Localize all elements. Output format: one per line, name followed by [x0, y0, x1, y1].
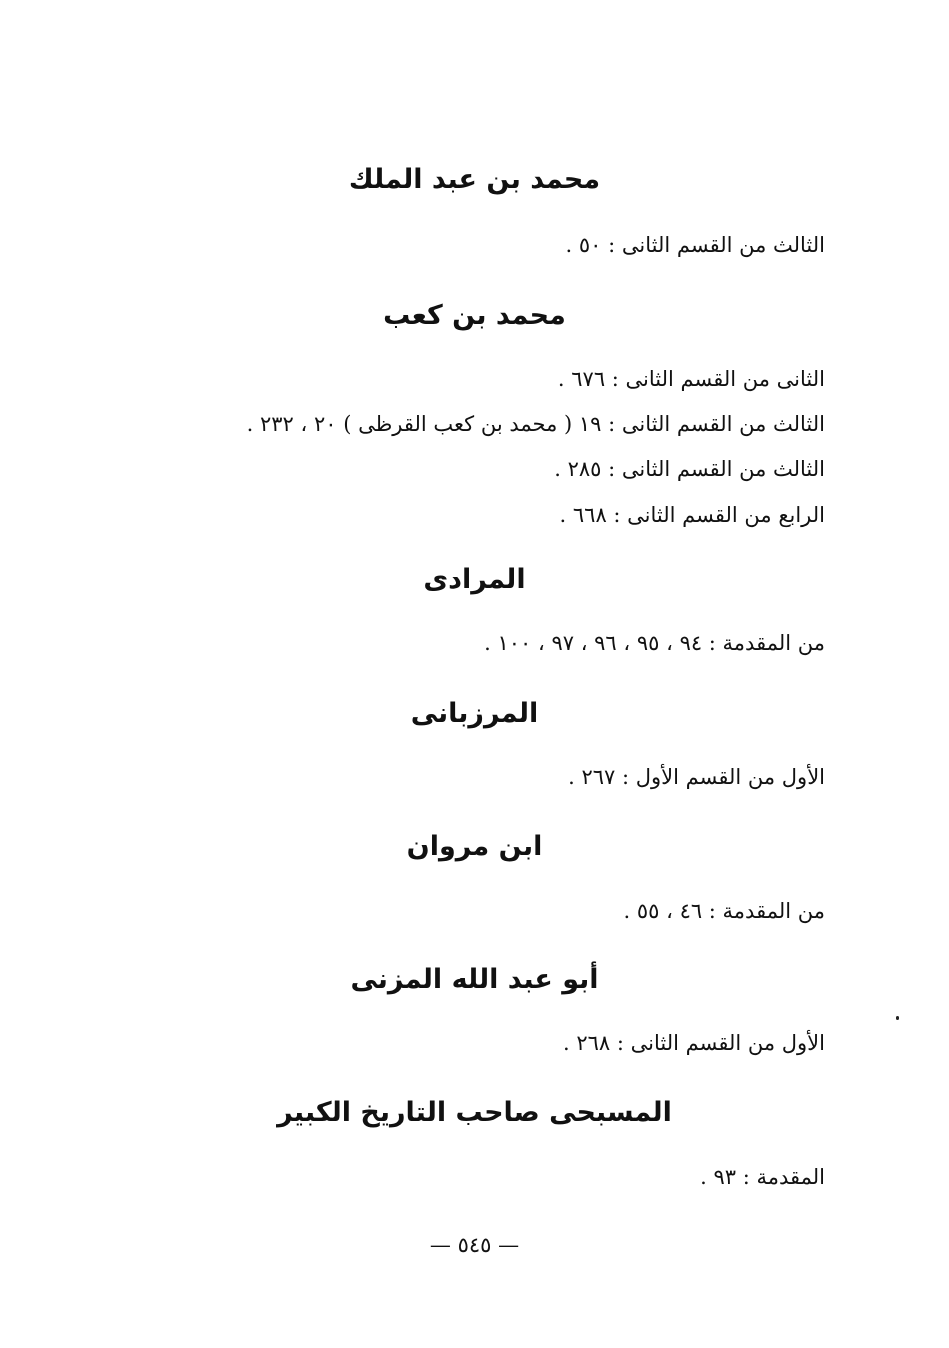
section-heading: المسبحى صاحب التاريخ الكبير — [277, 1097, 672, 1128]
section-heading: المرزبانى — [410, 698, 539, 729]
index-entry: الثالث من القسم الثانى : ١٩ ( محمد بن كعب القرظى ) ٢٠ ، ٢٣٢ . — [246, 412, 825, 436]
index-entry: من المقدمة : ٤٦ ، ٥٥ . — [623, 899, 825, 923]
index-entry: من المقدمة : ٩٤ ، ٩٥ ، ٩٦ ، ٩٧ ، ١٠٠ . — [484, 631, 825, 655]
index-entry: الثالث من القسم الثانى : ٢٨٥ . — [554, 457, 825, 481]
scan-speck — [896, 1016, 899, 1020]
section-heading: محمد بن كعب — [383, 300, 566, 331]
section-heading: المرادى — [423, 564, 526, 595]
index-entry: الرابع من القسم الثانى : ٦٦٨ . — [559, 503, 825, 527]
index-entry: الأول من القسم الثانى : ٢٦٨ . — [563, 1031, 825, 1055]
section-heading: محمد بن عبد الملك — [348, 164, 601, 195]
index-entry: الأول من القسم الأول : ٢٦٧ . — [568, 765, 825, 789]
index-entry: الثالث من القسم الثانى : ٥٠ . — [565, 233, 825, 257]
section-heading: أبو عبد الله المزنى — [350, 964, 599, 995]
page-number: — ٥٤٥ — — [429, 1233, 520, 1257]
section-heading: ابن مروان — [406, 831, 543, 862]
index-entry: الثانى من القسم الثانى : ٦٧٦ . — [557, 367, 825, 391]
index-entry: المقدمة : ٩٣ . — [700, 1165, 825, 1189]
